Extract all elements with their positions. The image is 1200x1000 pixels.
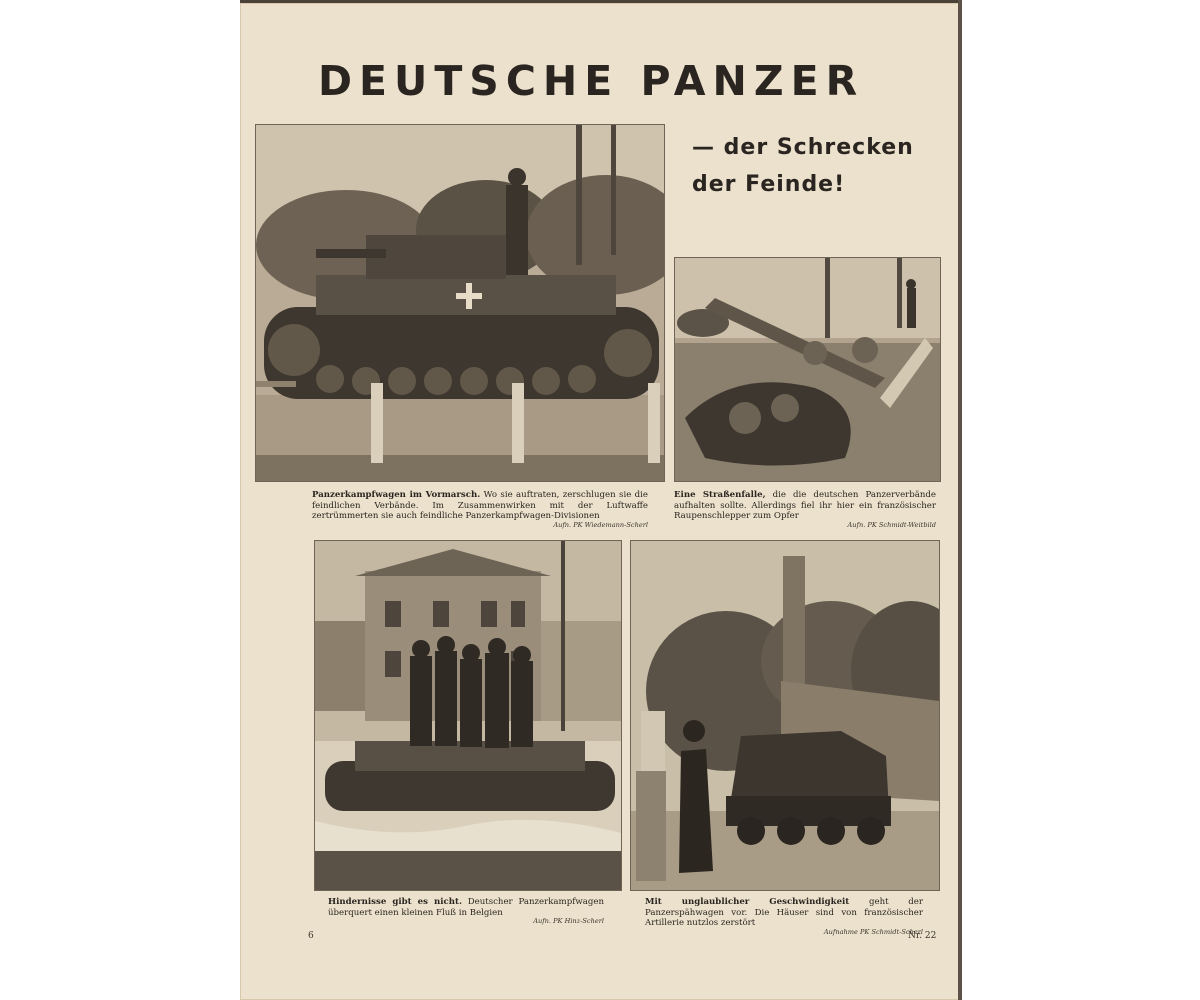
subtitle-line: — der Schrecken <box>692 135 914 160</box>
caption-text: Deutscher Panzerkampfwagen überquert einen kleinen Fluß in Belgien <box>328 897 604 918</box>
caption-photo-4 <box>645 897 923 936</box>
caption-text: geht der Panzerspähwagen vor. Die Häuser sind von französischer Artillerie nutzlos zerstört <box>645 897 923 929</box>
photo-tank-advancing <box>255 124 665 482</box>
subtitle-line: der Feinde! <box>692 172 846 197</box>
caption-lead: Mit unglaublicher Geschwindigkeit <box>645 897 850 907</box>
photo-road-trap <box>674 257 941 482</box>
photo-armored-car <box>630 540 940 891</box>
photo-credit: Aufn. PK Hinz-Scherl <box>533 917 604 926</box>
caption-photo-2 <box>674 490 936 529</box>
caption-text: Wo sie auftraten, zerschlugen sie die feindlichen Verbände. Im Zusammenwirken mit der Luftwaffe zertrümmerten sie auch feindliche Panzerkampfwagen-Divisionen <box>312 490 649 522</box>
page-subtitle <box>692 129 954 203</box>
caption-lead: Hindernisse gibt es nicht. <box>328 897 462 907</box>
page-edge-right <box>958 0 962 1000</box>
caption-text: die die deutschen Panzerverbände aufhalten sollte. Allerdings fiel ihr hier ein französischer Raupenschlepper zum Opfer <box>674 490 937 522</box>
photo-credit: Aufnahme PK Schmidt-Scherl <box>823 927 923 936</box>
photo-credit: Aufn. PK Wiedemann-Scherl <box>553 520 648 529</box>
magazine-page <box>240 3 962 1000</box>
caption-lead: Eine Straßenfalle, <box>674 490 766 500</box>
caption-photo-3 <box>328 897 604 925</box>
photo-credit: Aufn. PK Schmidt-Weitbild <box>847 520 936 529</box>
caption-photo-1 <box>312 490 648 529</box>
issue-number: Nr. 22 <box>908 931 937 941</box>
caption-lead: Panzerkampfwagen im Vormarsch. <box>312 490 481 500</box>
photo-river-crossing <box>314 540 622 891</box>
page-title: DEUTSCHE PANZER <box>318 57 865 105</box>
page-number: 6 <box>308 931 314 941</box>
